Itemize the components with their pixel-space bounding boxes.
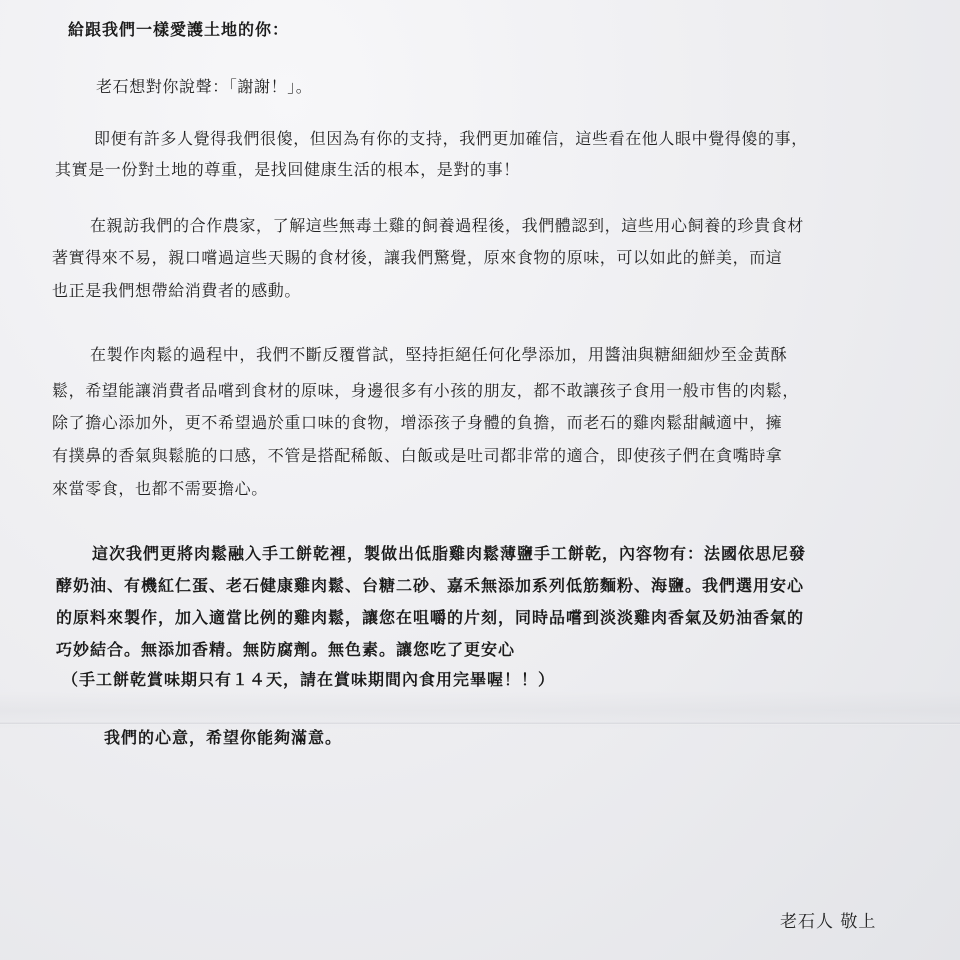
- paragraph-2-line-2: 著實得來不易，親口嚐過這些天賜的食材後，讓我們驚覺，原來食物的原味，可以如此的鮮美，而這: [52, 248, 783, 267]
- paragraph-3-line-5: 來當零食，也都不需要擔心。: [52, 479, 268, 498]
- signature: 老石人 敬上: [780, 912, 877, 932]
- paragraph-3-line-2: 鬆，希望能讓消費者品嚐到食材的原味，身邊很多有小孩的朋友，都不敢讓孩子食用一般市售的肉鬆，: [52, 381, 800, 400]
- greeting: 老石想對你說聲：「謝謝！」。: [96, 77, 313, 96]
- closing-line: 我們的心意，希望你能夠滿意。: [104, 728, 343, 747]
- paragraph-3-line-4: 有撲鼻的香氣與鬆脆的口感，不管是搭配稀飯、白飯或是吐司都非常的適合，即使孩子們在貪嘴時拿: [52, 446, 783, 465]
- paper-fold: [0, 722, 960, 725]
- paragraph-1-line-2: 其實是一份對土地的尊重，是找回健康生活的根本，是對的事！: [55, 160, 520, 179]
- paragraph-3-line-1: 在製作肉鬆的過程中，我們不斷反覆嘗試，堅持拒絕任何化學添加，用醬油與糖細細炒至金黃酥: [90, 345, 788, 364]
- paragraph-3-line-3: 除了擔心添加外，更不希望過於重口味的食物，增添孩子身體的負擔，而老石的雞肉鬆甜鹹適中，擁: [52, 413, 783, 432]
- paragraph-4-line-4: 巧妙結合。無添加香精。無防腐劑。無色素。讓您吃了更安心: [56, 640, 516, 659]
- paragraph-4-line-3: 的原料來製作，加入適當比例的雞肉鬆，讓您在咀嚼的片刻，同時品嚐到淡淡雞肉香氣及奶油香氣的: [56, 608, 805, 627]
- paragraph-4-line-2: 酵奶油、有機紅仁蛋、老石健康雞肉鬆、台糖二砂、嘉禾無添加系列低筋麵粉、海鹽。我們選用安心: [56, 576, 805, 595]
- paragraph-2-line-1: 在親訪我們的合作農家，了解這些無毒土雞的飼養過程後，我們體認到，這些用心飼養的珍貴食材: [90, 216, 804, 235]
- paragraph-1-line-1: 即便有許多人覺得我們很傻，但因為有你的支持，我們更加確信，這些看在他人眼中覺得傻的事，: [94, 129, 808, 148]
- paragraph-2-line-3: 也正是我們想帶給消費者的感動。: [52, 281, 302, 300]
- salutation: 給跟我們一樣愛護土地的你：: [68, 20, 290, 39]
- paragraph-4-line-1: 這次我們更將肉鬆融入手工餅乾裡，製做出低脂雞肉鬆薄鹽手工餅乾，內容物有：法國依思尼發: [92, 544, 807, 563]
- paragraph-4-note: （手工餅乾賞味期只有１４天，請在賞味期間內食用完畢喔！！）: [62, 670, 556, 689]
